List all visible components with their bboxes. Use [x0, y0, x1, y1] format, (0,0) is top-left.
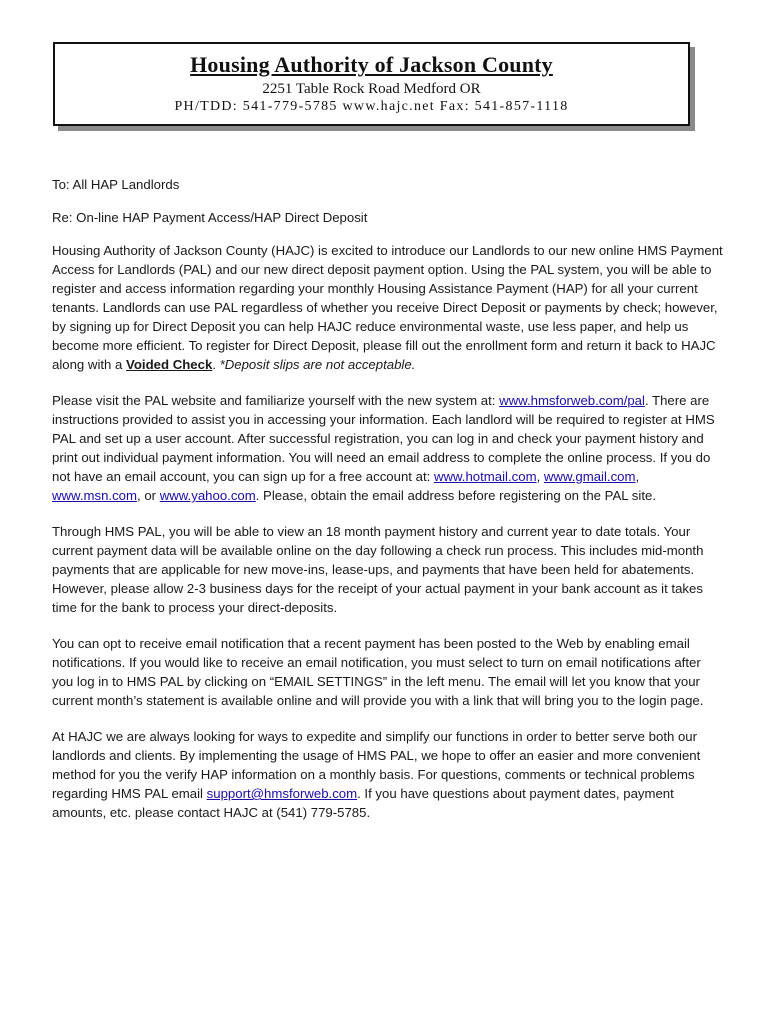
closing-end-text: . If you have questions about payment dates, payment amounts, etc. please contact HAJC at (541) 779-5785.: [52, 786, 674, 820]
pal-middle-text: . There are instructions provided to assist you in accessing your information. Each landlord will be required to register at HMS PAL and set up a user account. After successful registration, you can log in and check your payment history and print out individual payment information. You will need an email address to complete the online process. If you do not have an email account, you can sign up for a free account at:: [52, 393, 715, 484]
closing-text: At HAJC we are always looking for ways to expedite and simplify our functions in order to better serve both our landlords and clients. By implementing the usage of HMS PAL, we hope to offer an easier and more convenient method for you the verify HAP information on a monthly basis. For questions, comments or technical problems regarding HMS PAL email: [52, 729, 701, 801]
paragraph-payment-history: Through HMS PAL, you will be able to view an 18 month payment history and current year to date totals. Your current payment data will be available online on the day following a check run process. This includes mid-month payments that are applicable for new move-ins, lease-ups, and payments that have been held for abatements. However, please allow 2-3 business days for the receipt of your actual payment in your bank account as it takes time for the bank to process your direct-deposits.: [52, 524, 704, 615]
link-separator: ,: [635, 469, 640, 484]
to-line: To: All HAP Landlords: [52, 177, 180, 192]
paragraph-intro-punct: .: [212, 357, 220, 372]
organization-title: Housing Authority of Jackson County: [190, 52, 553, 77]
letterhead-box: [53, 42, 694, 130]
pal-intro-text: Please visit the PAL website and familiarize yourself with the new system at:: [52, 393, 500, 408]
paragraph-pal-website: [52, 391, 724, 505]
link-separator: ,: [536, 469, 544, 484]
paragraph-intro-text: Housing Authority of Jackson County (HAJC) is excited to introduce our Landlords to our new online HMS Payment Access for Landlords (PAL) and our new direct deposit payment option. Using the PAL system, you will be able to register and access information regarding your monthly Housing Assistance Payment (HAP) for all your current tenants. Landlords can use PAL regardless of whether you receive Direct Deposit or payments by check; however, by signing up for Direct Deposit you can help HAJC reduce environmental waste, use less paper, and help us become more efficient. To register for Direct Deposit, please fill out the enrollment form and return it back to HAJC along with a: [52, 243, 723, 372]
organization-address: 2251 Table Rock Road Medford OR: [262, 81, 481, 97]
subject-line: Re: On-line HAP Payment Access/HAP Direct Deposit: [52, 210, 368, 225]
yahoo-link[interactable]: www.yahoo.com: [159, 488, 256, 503]
paragraph-intro: [52, 241, 724, 374]
organization-contact: PH/TDD: 541-779-5785 www.hajc.net Fax: 541-857-1118: [174, 99, 569, 114]
paragraph-email-notifications: You can opt to receive email notification that a recent payment has been posted to the Web by enabling email notifications. If you would like to receive an email notification, you must select to turn on email notifications after you log in to HMS PAL by clicking on “EMAIL SETTINGS” in the left menu. The email will let you know that your current month’s statement is available online and will provide you with a link that will bring you to the login page.: [52, 636, 704, 708]
gmail-link[interactable]: www.gmail.com: [543, 469, 636, 484]
voided-check-text: Voided Check: [126, 357, 213, 372]
msn-link[interactable]: www.msn.com: [52, 488, 137, 503]
pal-website-link[interactable]: www.hmsforweb.com/pal: [499, 393, 645, 408]
hotmail-link[interactable]: www.hotmail.com: [433, 469, 537, 484]
link-separator: , or: [137, 488, 160, 503]
support-email-link[interactable]: support@hmsforweb.com: [206, 786, 358, 801]
letter-body: [52, 175, 724, 839]
letterhead: [53, 42, 690, 126]
pal-end-text: . Please, obtain the email address before registering on the PAL site.: [255, 488, 656, 503]
paragraph-closing: [52, 727, 724, 822]
deposit-slip-note: *Deposit slips are not acceptable.: [219, 357, 416, 372]
